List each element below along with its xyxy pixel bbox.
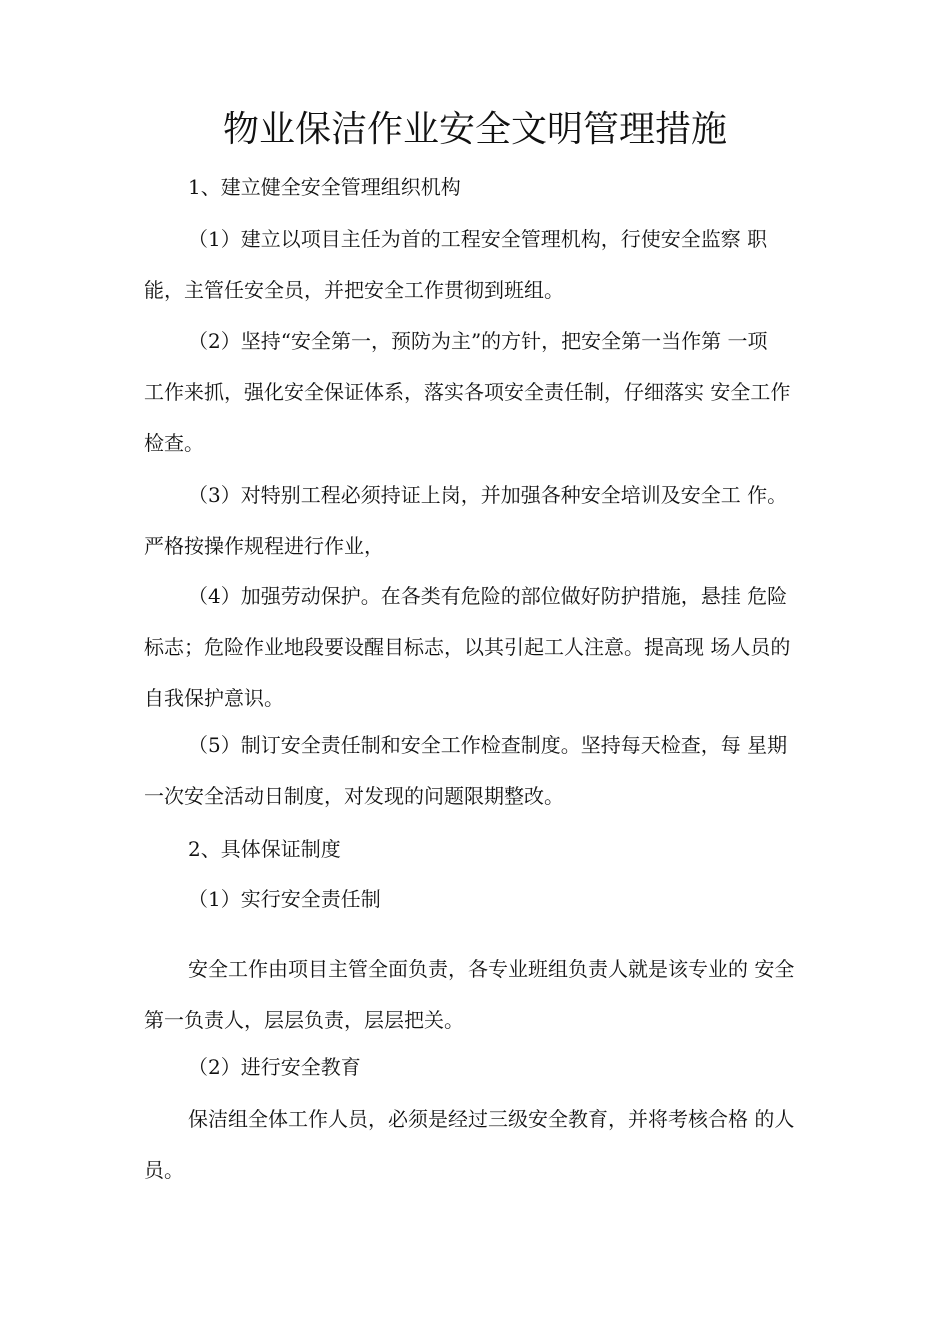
paragraph-line: 安全工作由项目主管全面负责，各专业班组负责人就是该专业的 安全 — [188, 957, 795, 981]
paragraph-line: 标志；危险作业地段要设醒目标志，以其引起工人注意。提高现 场人员的 — [144, 635, 791, 659]
paragraph-sub-1 — [144, 944, 809, 1046]
paragraph-line: 保洁组全体工作人员，必须是经过三级安全教育，并将考核合格 的人 — [188, 1107, 795, 1131]
paragraph-line: 自我保护意识。 — [144, 686, 284, 710]
paragraph-item-4 — [144, 571, 809, 724]
paragraph-item-5 — [144, 720, 809, 822]
paragraph-sub-2 — [144, 1094, 809, 1196]
paragraph-line: （1）建立以项目主任为首的工程安全管理机构，行使安全监察 职 — [188, 227, 768, 251]
paragraph-item-3 — [144, 470, 809, 572]
section-heading-2 — [144, 824, 809, 875]
subsection-heading-text: （1）实行安全责任制 — [188, 887, 381, 911]
section-heading-text: 1、建立健全安全管理组织机构 — [188, 175, 461, 199]
paragraph-line: （3）对特别工程必须持证上岗，并加强各种安全培训及安全工 作。 — [188, 483, 788, 507]
paragraph-line: 第一负责人，层层负责，层层把关。 — [144, 1008, 464, 1032]
section-heading-text: 2、具体保证制度 — [188, 837, 341, 861]
paragraph-line: 能，主管任安全员，并把安全工作贯彻到班组。 — [144, 278, 564, 302]
paragraph-line: （5）制订安全责任制和安全工作检查制度。坚持每天检查，每 星期 — [188, 733, 788, 757]
subsection-heading-2 — [144, 1042, 809, 1093]
section-heading-1 — [144, 162, 809, 213]
paragraph-line: 员。 — [144, 1158, 184, 1182]
page-title: 物业保洁作业安全文明管理措施 — [222, 109, 727, 150]
paragraph-line: （4）加强劳动保护。在各类有危险的部位做好防护措施，悬挂 危险 — [188, 584, 788, 608]
paragraph-line: 一次安全活动日制度，对发现的问题限期整改。 — [144, 784, 564, 808]
paragraph-line: （2）坚持“安全第一，预防为主”的方针，把安全第一当作第 一项 — [188, 329, 768, 353]
paragraph-item-1 — [144, 214, 809, 316]
subsection-heading-1 — [144, 874, 809, 925]
paragraph-line: 工作来抓，强化安全保证体系，落实各项安全责任制，仔细落实 安全工作 — [144, 380, 791, 404]
paragraph-item-2 — [144, 316, 809, 469]
paragraph-line: 严格按操作规程进行作业， — [144, 534, 384, 558]
subsection-heading-text: （2）进行安全教育 — [188, 1055, 361, 1079]
paragraph-line: 检查。 — [144, 431, 204, 455]
